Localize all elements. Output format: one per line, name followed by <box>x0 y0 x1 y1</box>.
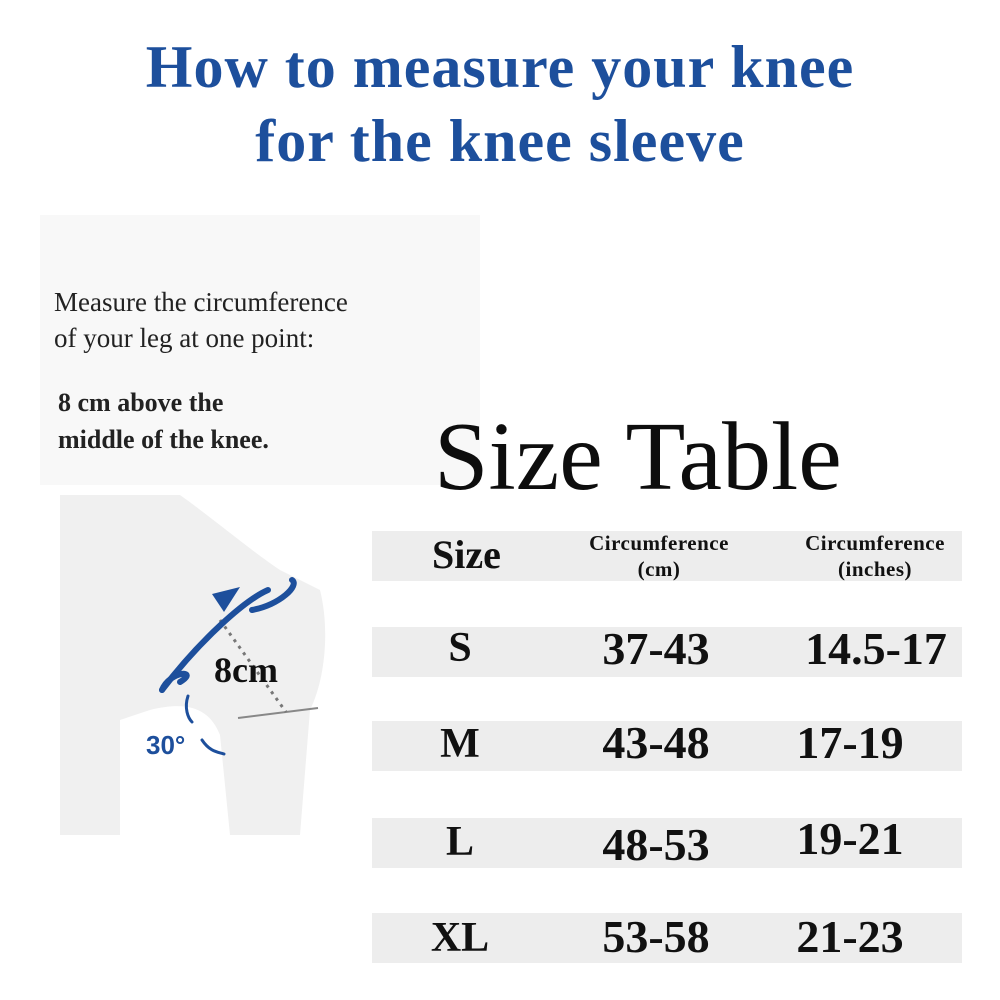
cm-m: 43-48 <box>602 717 710 768</box>
header-in-line-1: Circumference <box>805 531 945 555</box>
cm-s: 37-43 <box>602 623 710 674</box>
header-cm-line-1: Circumference <box>589 531 729 555</box>
title-line-2: for the knee sleeve <box>255 108 745 174</box>
instruction-line-1: Measure the circumference <box>54 287 348 317</box>
instruction-bold-line-1: 8 cm above the <box>58 388 224 417</box>
title-line-1: How to measure your knee <box>145 34 855 100</box>
distance-label: 8cm <box>214 650 278 690</box>
inches-l: 19-21 <box>796 813 904 864</box>
header-size: Size <box>432 532 501 577</box>
size-m: M <box>440 721 480 767</box>
header-circumference-inches <box>780 530 970 582</box>
header-cm-line-2: (cm) <box>637 557 681 581</box>
measure-point-instruction <box>58 384 269 458</box>
cm-xl: 53-58 <box>602 911 710 962</box>
instruction-line-2: of your leg at one point: <box>54 323 315 353</box>
size-table-title: Size Table <box>434 403 842 511</box>
inches-xl: 21-23 <box>796 911 904 962</box>
inches-s: 14.5-17 <box>805 623 947 674</box>
size-s: S <box>448 625 472 671</box>
header-in-line-2: (inches) <box>838 557 912 581</box>
cm-l: 48-53 <box>602 819 710 870</box>
header-circumference-cm <box>564 530 754 582</box>
size-xl: XL <box>430 915 490 961</box>
angle-label: 30° <box>146 730 186 760</box>
size-l: L <box>445 819 474 865</box>
inches-m: 17-19 <box>796 717 904 768</box>
knee-diagram <box>40 490 370 850</box>
instruction-bold-line-2: middle of the knee. <box>58 425 269 454</box>
leg-silhouette <box>60 495 325 835</box>
measure-instruction <box>54 284 348 356</box>
page-title <box>0 30 1000 178</box>
